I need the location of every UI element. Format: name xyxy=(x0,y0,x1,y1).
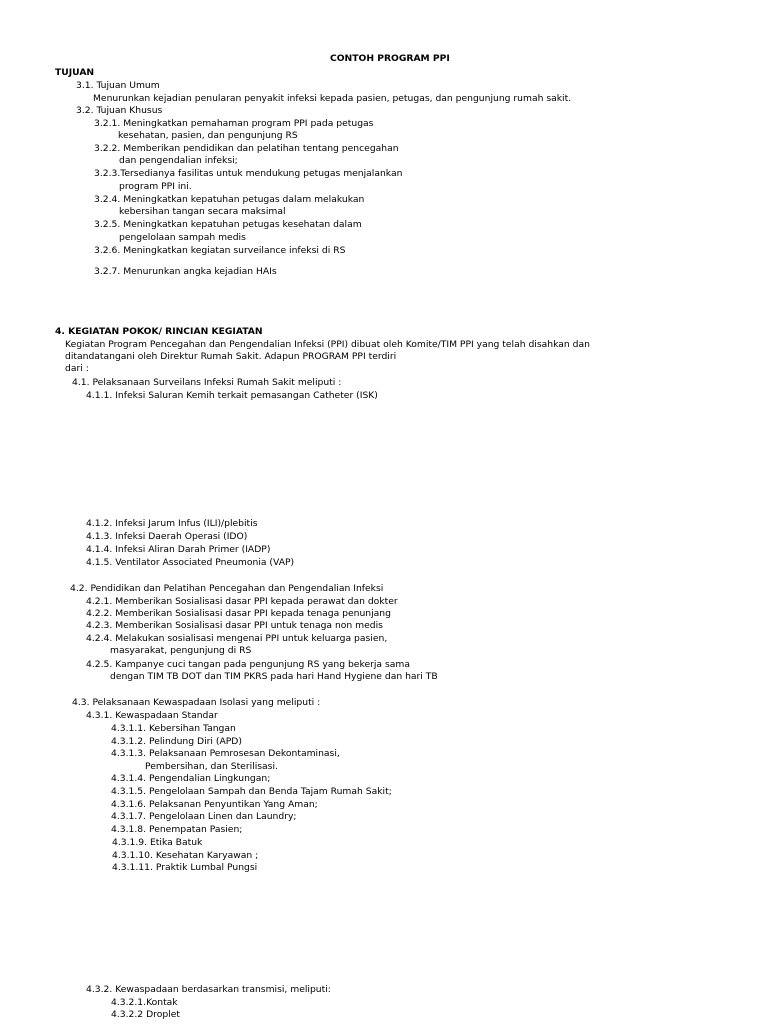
list-item: 4.3.2.1.Kontak xyxy=(111,997,178,1008)
list-item: 4.1.2. Infeksi Jarum Infus (ILI)/plebitis xyxy=(86,518,258,529)
list-item: 4.2.4. Melakukan sosialisasi mengenai PPI untuk keluarga pasien, xyxy=(86,633,388,644)
document-title: CONTOH PROGRAM PPI xyxy=(330,53,450,64)
tujuan-khusus-label: 3.2. Tujuan Khusus xyxy=(76,105,163,116)
subsection-label: 4.3.1. Kewaspadaan Standar xyxy=(86,710,218,721)
list-item: 4.2.3. Memberikan Sosialisasi dasar PPI untuk tenaga non medis xyxy=(86,620,383,631)
list-item: 4.3.1.7. Pengelolaan Linen dan Laundry; xyxy=(111,811,297,822)
subsection-label: 4.2. Pendidikan dan Pelatihan Pencegahan dan Pengendalian Infeksi xyxy=(70,583,384,594)
list-item: 4.3.1.3. Pelaksanaan Pemrosesan Dekontaminasi, xyxy=(111,748,340,759)
list-item: 3.2.1. Meningkatkan pemahaman program PPI pada petugas xyxy=(94,118,374,129)
list-item-continuation: kesehatan, pasien, dan pengunjung RS xyxy=(118,130,298,141)
subsection-label: 4.1. Pelaksanaan Surveilans Infeksi Rumah Sakit meliputi : xyxy=(72,377,342,388)
paragraph-line: Kegiatan Program Pencegahan dan Pengendalian Infeksi (PPI) dibuat oleh Komite/TIM PPI yang telah disahkan dan xyxy=(65,339,590,350)
tujuan-umum-text: Menurunkan kejadian penularan penyakit infeksi kepada pasien, petugas, dan pengunjung rumah sakit. xyxy=(93,93,572,104)
tujuan-umum-label: 3.1. Tujuan Umum xyxy=(76,80,160,91)
list-item: 4.3.1.8. Penempatan Pasien; xyxy=(111,824,243,835)
subsection-label: 4.3. Pelaksanaan Kewaspadaan Isolasi yang meliputi : xyxy=(72,697,321,708)
list-item: 3.2.6. Meningkatkan kegiatan surveilance infeksi di RS xyxy=(94,245,346,256)
list-item: 4.2.5. Kampanye cuci tangan pada pengunjung RS yang bekerja sama xyxy=(86,659,410,670)
list-item: 3.2.2. Memberikan pendidikan dan pelatihan tentang pencegahan xyxy=(94,143,399,154)
list-item: 3.2.3.Tersedianya fasilitas untuk mendukung petugas menjalankan xyxy=(94,168,403,179)
paragraph-line: ditandatangani oleh Direktur Rumah Sakit. Adapun PROGRAM PPI terdiri xyxy=(65,351,397,362)
list-item: 4.3.1.1. Kebersihan Tangan xyxy=(111,723,236,734)
list-item: 3.2.7. Menurunkan angka kejadian HAIs xyxy=(94,266,277,277)
list-item-continuation: masyarakat, pengunjung di RS xyxy=(110,645,252,656)
list-item: 4.3.1.5. Pengelolaan Sampah dan Benda Tajam Rumah Sakit; xyxy=(111,786,392,797)
section-heading-kegiatan: 4. KEGIATAN POKOK/ RINCIAN KEGIATAN xyxy=(55,326,263,337)
list-item: 4.3.1.10. Kesehatan Karyawan ; xyxy=(112,850,259,861)
subsection-label: 4.3.2. Kewaspadaan berdasarkan transmisi, meliputi: xyxy=(86,984,331,995)
list-item: 4.3.1.2. Pelindung Diri (APD) xyxy=(111,736,242,747)
section-heading-tujuan: TUJUAN xyxy=(55,67,95,78)
list-item-continuation: dengan TIM TB DOT dan TIM PKRS pada hari Hand Hygiene dan hari TB xyxy=(110,671,438,682)
list-item: 4.1.1. Infeksi Saluran Kemih terkait pemasangan Catheter (ISK) xyxy=(86,390,378,401)
list-item-continuation: pengelolaan sampah medis xyxy=(119,232,246,243)
list-item-continuation: Pembersihan, dan Sterilisasi. xyxy=(145,761,278,772)
list-item: 4.3.1.6. Pelaksanan Penyuntikan Yang Aman; xyxy=(111,799,318,810)
list-item: 4.2.2. Memberikan Sosialisasi dasar PPI kepada tenaga penunjang xyxy=(86,608,391,619)
list-item: 4.1.3. Infeksi Daerah Operasi (IDO) xyxy=(86,531,248,542)
list-item: 4.3.1.11. Praktik Lumbal Pungsi xyxy=(112,862,258,873)
list-item: 4.3.2.2 Droplet xyxy=(111,1009,180,1020)
list-item: 4.1.4. Infeksi Aliran Darah Primer (IADP) xyxy=(86,544,271,555)
paragraph-line: dari : xyxy=(65,363,89,374)
list-item-continuation: dan pengendalian infeksi; xyxy=(119,155,238,166)
list-item: 3.2.5. Meningkatkan kepatuhan petugas kesehatan dalam xyxy=(94,219,362,230)
list-item: 3.2.4. Meningkatkan kepatuhan petugas dalam melakukan xyxy=(94,194,365,205)
list-item: 4.1.5. Ventilator Associated Pneumonia (VAP) xyxy=(86,557,295,568)
list-item: 4.3.1.9. Etika Batuk xyxy=(112,837,203,848)
list-item: 4.2.1. Memberikan Sosialisasi dasar PPI kepada perawat dan dokter xyxy=(86,596,398,607)
list-item-continuation: kebersihan tangan secara maksimal xyxy=(119,206,286,217)
list-item: 4.3.1.4. Pengendalian Lingkungan; xyxy=(111,773,271,784)
list-item-continuation: program PPI ini. xyxy=(119,181,192,192)
